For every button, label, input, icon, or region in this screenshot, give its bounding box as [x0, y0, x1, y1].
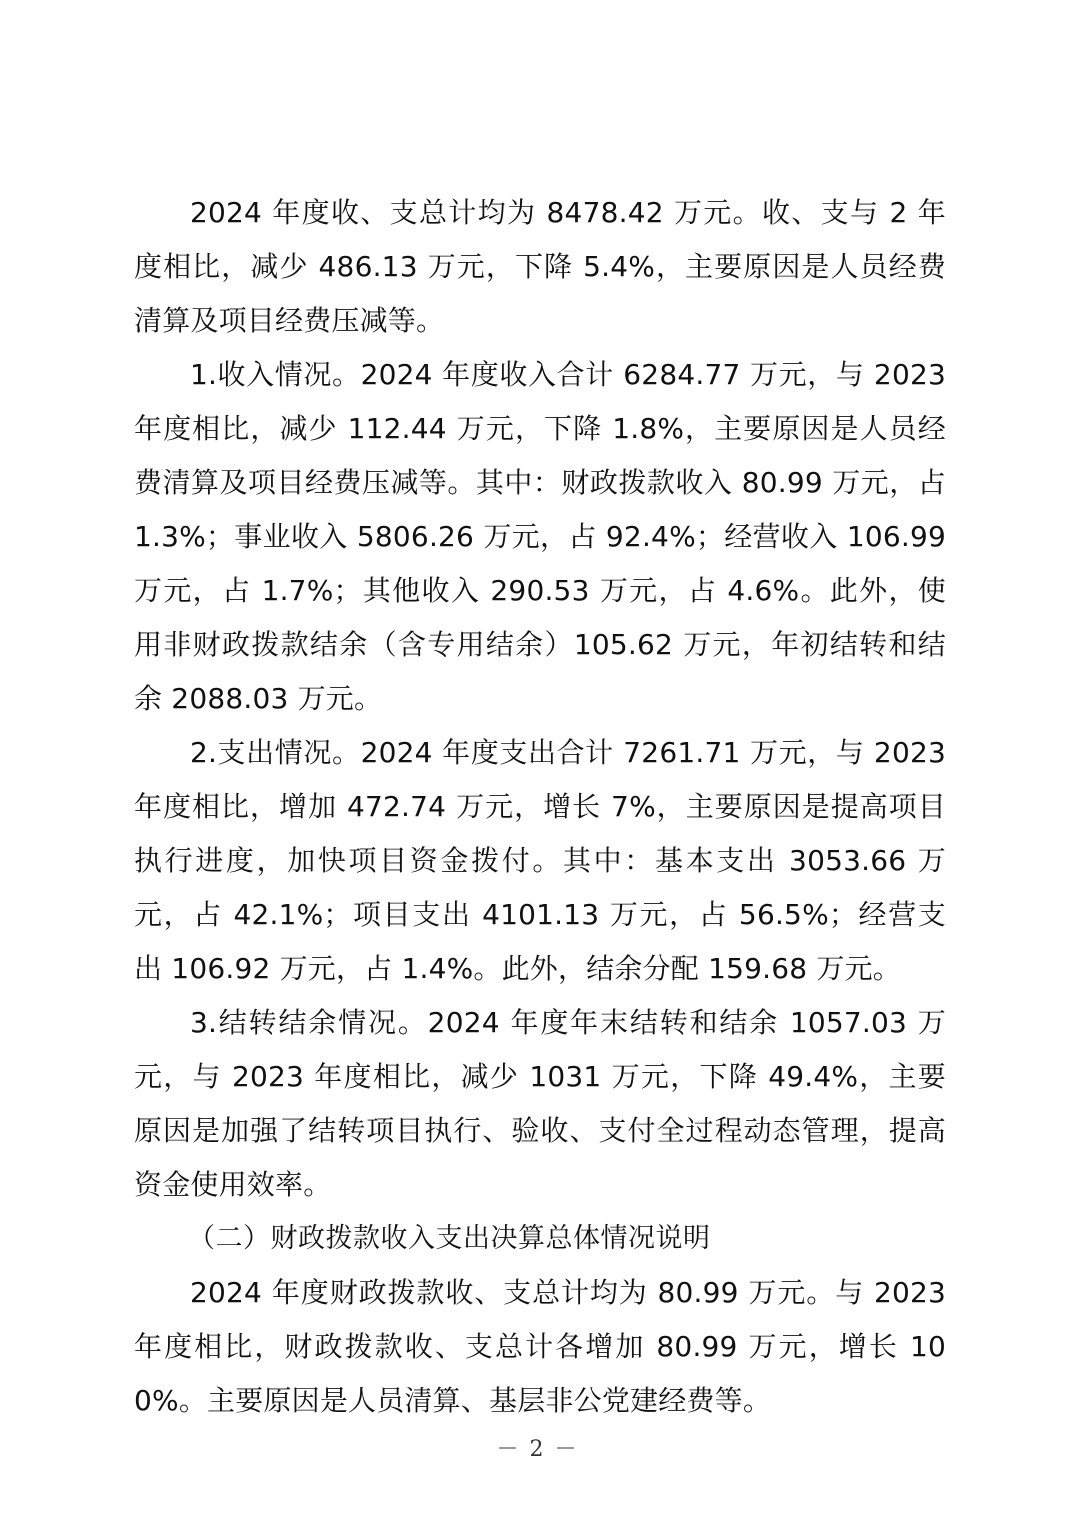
paragraph-income: 1.收入情况。2024 年度收入合计 6284.77 万元，与 2023 年度相比，减少 112.44 万元，下降 1.8%，主要原因是人员经费清算及项目经费压减等。其中：财政拨款收入 80.99 万元，占 1.3%；事业收入 5806.26 万元，占 92.4%；经营收入 106.99 万元，占 1.7%；其他收入 290.53 万元，占 4.6%。此外，使用非财政拨款结余（含专用结余）105.62 万元，年初结转和结余 2088.03 万元。 [134, 358, 946, 715]
paragraph-total-summary: 2024 年度收、支总计均为 8478.42 万元。收、支与 2 年度相比，减少 486.13 万元，下降 5.4%，主要原因是人员经费清算及项目经费压减等。 [134, 196, 946, 337]
paragraph-fiscal-allocation: 2024 年度财政拨款收、支总计均为 80.99 万元。与 2023 年度相比，财政拨款收、支总计各增加 80.99 万元，增长 100%。主要原因是人员清算、基层非公党建经费等。 [134, 1276, 946, 1417]
document-body [134, 186, 946, 1428]
paragraph-expenditure: 2.支出情况。2024 年度支出合计 7261.71 万元，与 2023 年度相比，增加 472.74 万元，增长 7%，主要原因是提高项目执行进度，加快项目资金拨付。其中：基本支出 3053.66 万元，占 42.1%；项目支出 4101.13 万元，占 56.5%；经营支出 106.92 万元，占 1.4%。此外，结余分配 159.68 万元。 [134, 736, 946, 985]
paragraph-carryover: 3.结转结余情况。2024 年度年末结转和结余 1057.03 万元，与 2023 年度相比，减少 1031 万元，下降 49.4%，主要原因是加强了结转项目执行、验收、支付全过程动态管理，提高资金使用效率。 [134, 1006, 946, 1201]
page-number: － 2 － [496, 1437, 579, 1462]
section-heading: （二）财政拨款收入支出决算总体情况说明 [188, 1223, 711, 1254]
